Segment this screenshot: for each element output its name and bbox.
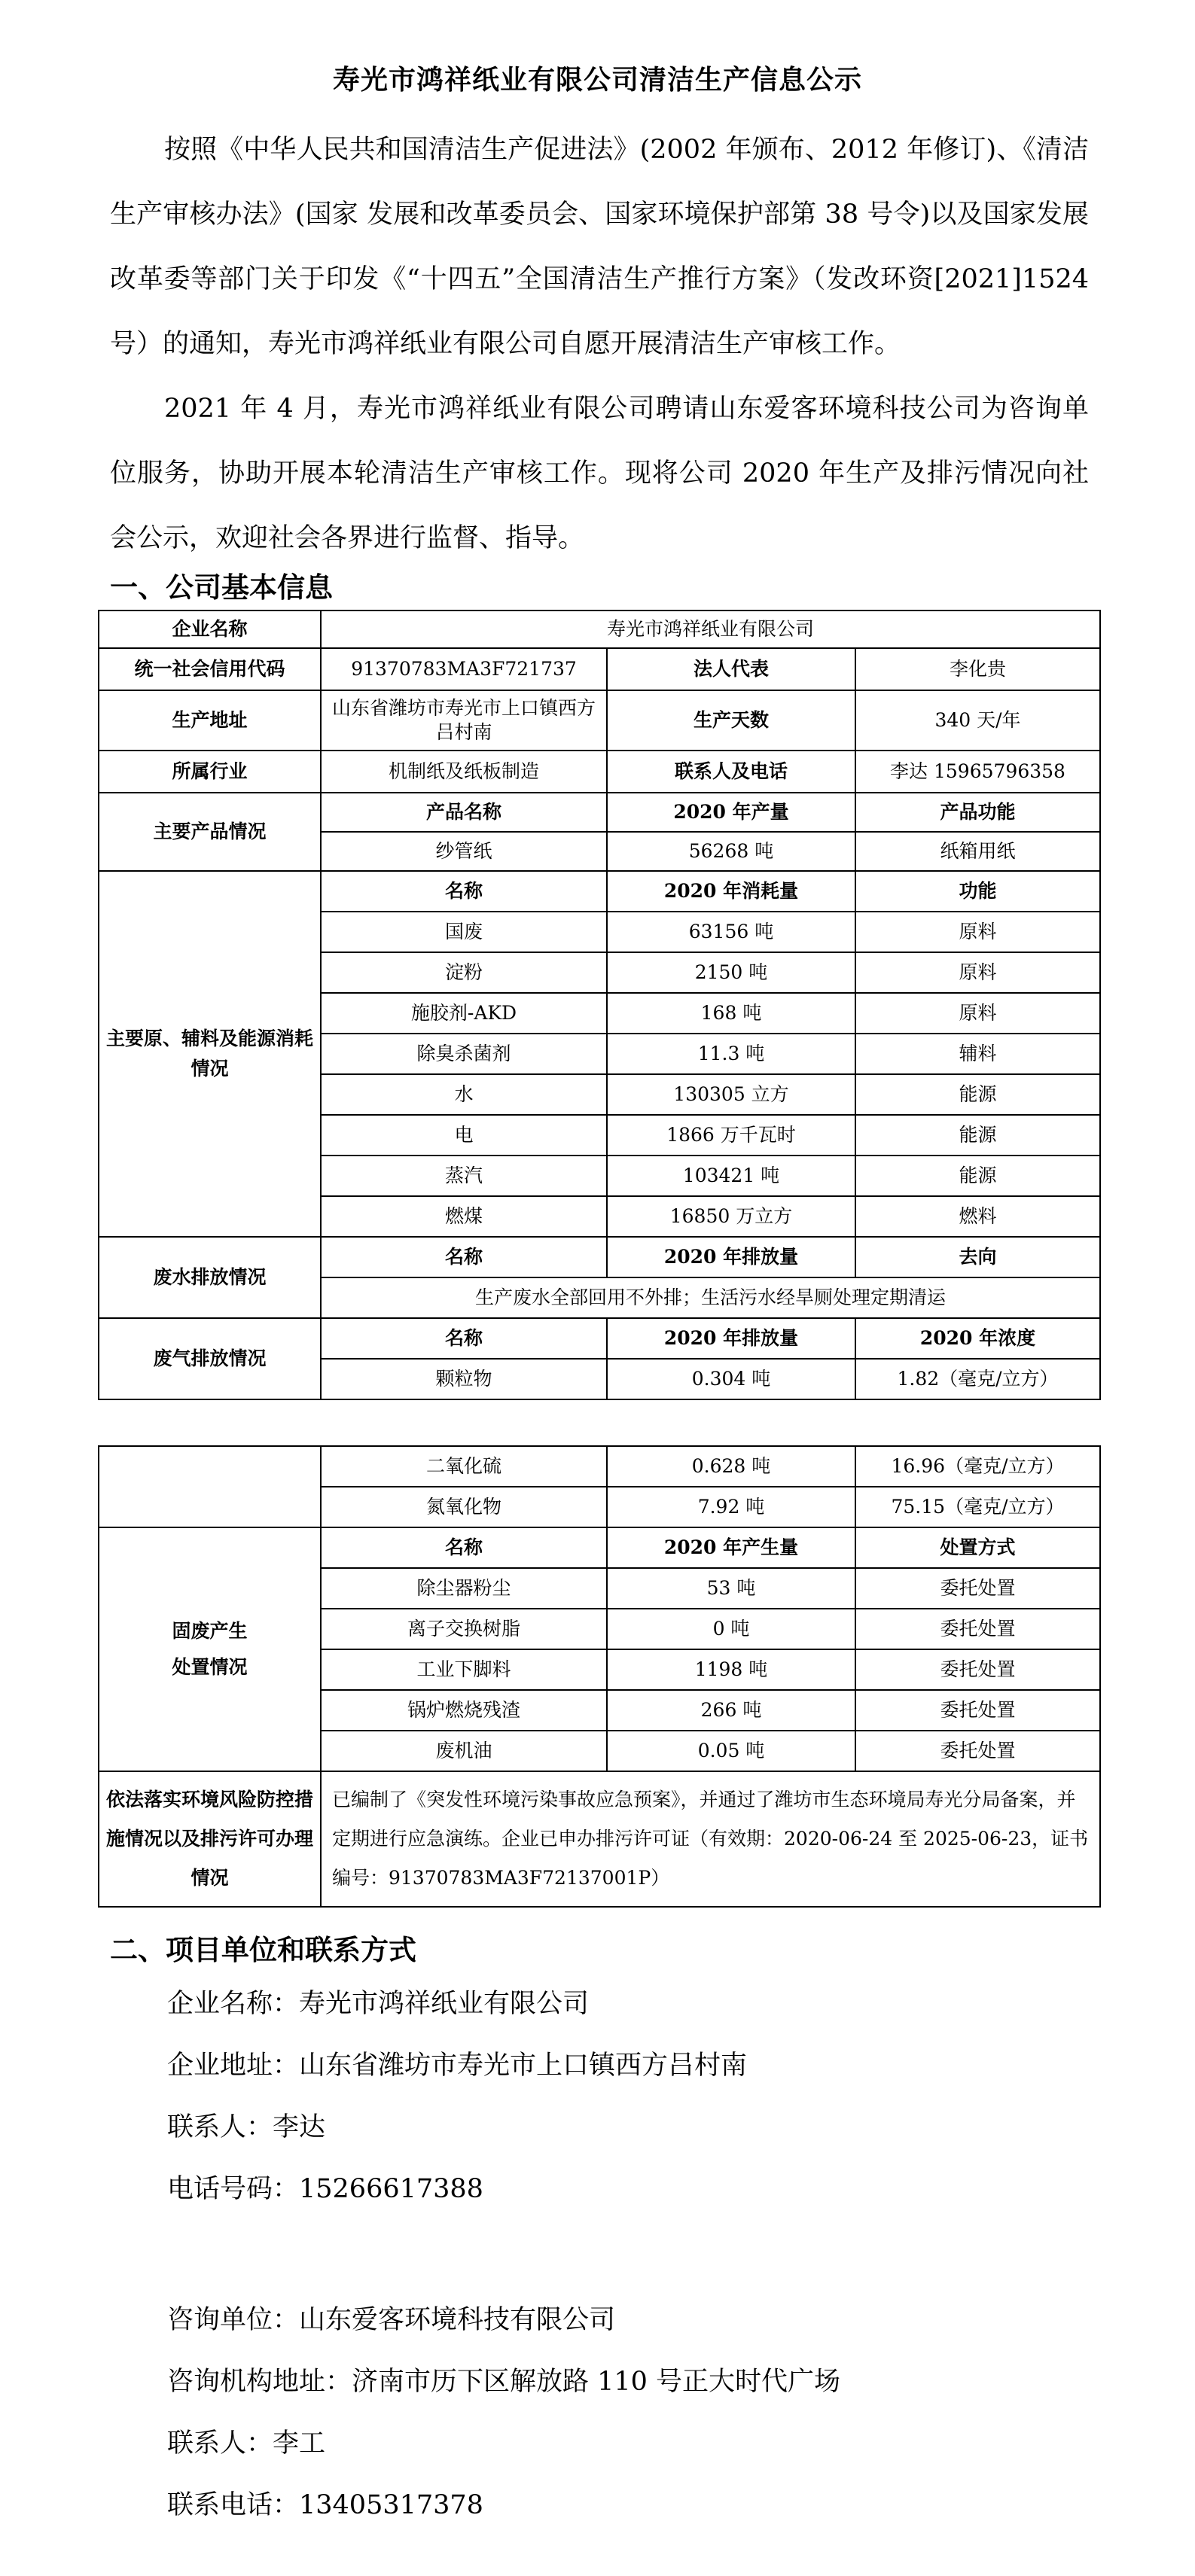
waste-name: 离子交换树脂: [321, 1609, 607, 1649]
contact-label: 联系人及电话: [607, 751, 855, 793]
waste-disposal: 委托处置: [855, 1609, 1100, 1649]
material-function: 原料: [855, 952, 1100, 993]
contact-company: 企业名称：寿光市鸿祥纸业有限公司: [167, 1989, 590, 2019]
materials-header: 功能: [855, 871, 1100, 912]
legal-rep-value: 李化贵: [855, 648, 1100, 690]
materials-label: 主要原、辅料及能源消耗情况: [99, 871, 321, 1237]
consult-person: 联系人：李工: [167, 2428, 326, 2459]
table-row: [99, 690, 1100, 751]
gas-amount: 0.628 吨: [607, 1446, 855, 1487]
materials-header: 2020 年消耗量: [607, 871, 855, 912]
waste-disposal: 委托处置: [855, 1568, 1100, 1609]
contact-person: 联系人：李达: [167, 2112, 326, 2142]
basic-info-table: [98, 610, 1101, 1400]
gas-name: 二氧化硫: [321, 1446, 607, 1487]
waste-gas-label: 废气排放情况: [99, 1318, 321, 1399]
table-row: [99, 793, 1100, 832]
gas-amount: 7.92 吨: [607, 1487, 855, 1527]
waste-gas-label-continued: [99, 1446, 321, 1527]
solid-waste-header: 处置方式: [855, 1527, 1100, 1568]
material-name: 施胶剂-AKD: [321, 993, 607, 1034]
wastewater-header: 2020 年排放量: [607, 1237, 855, 1277]
waste-name: 废机油: [321, 1731, 607, 1771]
wastewater-header: 去向: [855, 1237, 1100, 1277]
material-function: 辅料: [855, 1034, 1100, 1074]
waste-amount: 0.05 吨: [607, 1731, 855, 1771]
waste-gas-header: 2020 年浓度: [855, 1318, 1100, 1359]
material-name: 淀粉: [321, 952, 607, 993]
legal-rep-label: 法人代表: [607, 648, 855, 690]
waste-name: 工业下脚料: [321, 1649, 607, 1690]
contact-phone: 电话号码：15266617388: [167, 2174, 483, 2204]
industry-value: 机制纸及纸板制造: [321, 751, 607, 793]
table-row: [99, 751, 1100, 793]
table-row: [99, 1771, 1100, 1907]
solid-waste-label: [99, 1527, 321, 1771]
waste-name: 除尘器粉尘: [321, 1568, 607, 1609]
table-row: [99, 611, 1100, 648]
gas-concentration: 75.15（毫克/立方）: [855, 1487, 1100, 1527]
address-label: 生产地址: [99, 690, 321, 751]
basic-info-table-continued: [98, 1445, 1101, 1908]
gas-name: 颗粒物: [321, 1359, 607, 1399]
waste-amount: 266 吨: [607, 1690, 855, 1731]
industry-label: 所属行业: [99, 751, 321, 793]
intro-paragraph-1: 按照《中华人民共和国清洁生产促进法》(2002 年颁布、2012 年修订)、《清洁生产审核办法》(国家 发展和改革委员会、国家环境保护部第 38 号令)以及国家发展改革委等部门关于印发《“十四五”全国清洁生产推行方案》（发改环资[2021]1524 号）的通知，寿光市鸿祥纸业有限公司自愿开展清洁生产审核工作。: [110, 135, 1089, 359]
wastewater-header: 名称: [321, 1237, 607, 1277]
materials-header: 名称: [321, 871, 607, 912]
material-amount: 16850 万立方: [607, 1196, 855, 1237]
waste-disposal: 委托处置: [855, 1649, 1100, 1690]
solid-waste-header: 2020 年产生量: [607, 1527, 855, 1568]
material-name: 国废: [321, 912, 607, 952]
product-output: 56268 吨: [607, 832, 855, 871]
gas-name: 氮氧化物: [321, 1487, 607, 1527]
material-amount: 1866 万千瓦时: [607, 1115, 855, 1156]
material-function: 能源: [855, 1115, 1100, 1156]
product-name: 纱管纸: [321, 832, 607, 871]
table-row: [99, 1446, 1100, 1487]
company-name-value: 寿光市鸿祥纸业有限公司: [321, 611, 1100, 648]
section-heading-contacts: 二、项目单位和联系方式: [110, 1933, 416, 1966]
waste-disposal: 委托处置: [855, 1731, 1100, 1771]
section-heading-basic-info: 一、公司基本信息: [110, 571, 333, 604]
material-function: 燃料: [855, 1196, 1100, 1237]
consult-company: 咨询单位：山东爱客环境科技有限公司: [167, 2305, 616, 2335]
risk-label: 依法落实环境风险防控措施情况以及排污许可办理情况: [99, 1771, 321, 1907]
material-name: 电: [321, 1115, 607, 1156]
material-name: 水: [321, 1074, 607, 1115]
material-name: 除臭杀菌剂: [321, 1034, 607, 1074]
products-label: 主要产品情况: [99, 793, 321, 871]
wastewater-note: 生产废水全部回用不外排；生活污水经旱厕处理定期清运: [321, 1277, 1100, 1318]
credit-code-value: 91370783MA3F721737: [321, 648, 607, 690]
waste-amount: 0 吨: [607, 1609, 855, 1649]
products-header: 产品功能: [855, 793, 1100, 832]
material-amount: 130305 立方: [607, 1074, 855, 1115]
waste-amount: 53 吨: [607, 1568, 855, 1609]
table-row: [99, 871, 1100, 912]
document-title: 寿光市鸿祥纸业有限公司清洁生产信息公示: [332, 64, 862, 96]
company-name-label: 企业名称: [99, 611, 321, 648]
material-amount: 11.3 吨: [607, 1034, 855, 1074]
material-amount: 168 吨: [607, 993, 855, 1034]
credit-code-label: 统一社会信用代码: [99, 648, 321, 690]
gas-concentration: 1.82（毫克/立方）: [855, 1359, 1100, 1399]
solid-waste-label-line-1: 固废产生: [172, 1620, 248, 1642]
material-amount: 2150 吨: [607, 952, 855, 993]
material-function: 原料: [855, 912, 1100, 952]
solid-waste-header: 名称: [321, 1527, 607, 1568]
material-amount: 63156 吨: [607, 912, 855, 952]
risk-text: 已编制了《突发性环境污染事故应急预案》，并通过了潍坊市生态环境局寿光分局备案，并定期进行应急演练。企业已申办排污许可证（有效期：2020-06-24 至 2025-06-23，证书编号：91370783MA3F72137001P）: [321, 1771, 1100, 1907]
gas-concentration: 16.96（毫克/立方）: [855, 1446, 1100, 1487]
products-header: 产品名称: [321, 793, 607, 832]
table-row: [99, 1318, 1100, 1359]
solid-waste-label-line-2: 处置情况: [172, 1656, 248, 1678]
consult-phone: 联系电话：13405317378: [167, 2490, 483, 2520]
material-function: 能源: [855, 1156, 1100, 1196]
material-function: 能源: [855, 1074, 1100, 1115]
table-row: [99, 1527, 1100, 1568]
address-value: 山东省潍坊市寿光市上口镇西方吕村南: [321, 690, 607, 751]
production-days-value: 340 天/年: [855, 690, 1100, 751]
material-name: 蒸汽: [321, 1156, 607, 1196]
gas-amount: 0.304 吨: [607, 1359, 855, 1399]
waste-name: 锅炉燃烧残渣: [321, 1690, 607, 1731]
table-row: [99, 1237, 1100, 1277]
waste-disposal: 委托处置: [855, 1690, 1100, 1731]
consult-address: 咨询机构地址：济南市历下区解放路 110 号正大时代广场: [167, 2367, 841, 2397]
product-function: 纸箱用纸: [855, 832, 1100, 871]
waste-gas-header: 名称: [321, 1318, 607, 1359]
material-function: 原料: [855, 993, 1100, 1034]
material-name: 燃煤: [321, 1196, 607, 1237]
table-row: [99, 648, 1100, 690]
waste-amount: 1198 吨: [607, 1649, 855, 1690]
wastewater-label: 废水排放情况: [99, 1237, 321, 1318]
production-days-label: 生产天数: [607, 690, 855, 751]
waste-gas-header: 2020 年排放量: [607, 1318, 855, 1359]
contact-address: 企业地址：山东省潍坊市寿光市上口镇西方吕村南: [167, 2051, 748, 2081]
contact-value: 李达 15965796358: [855, 751, 1100, 793]
material-amount: 103421 吨: [607, 1156, 855, 1196]
products-header: 2020 年产量: [607, 793, 855, 832]
intro-paragraph-2: 2021 年 4 月，寿光市鸿祥纸业有限公司聘请山东爱客环境科技公司为咨询单位服务，协助开展本轮清洁生产审核工作。现将公司 2020 年生产及排污情况向社会公示，欢迎社会各界进行监督、指导。: [110, 394, 1089, 553]
